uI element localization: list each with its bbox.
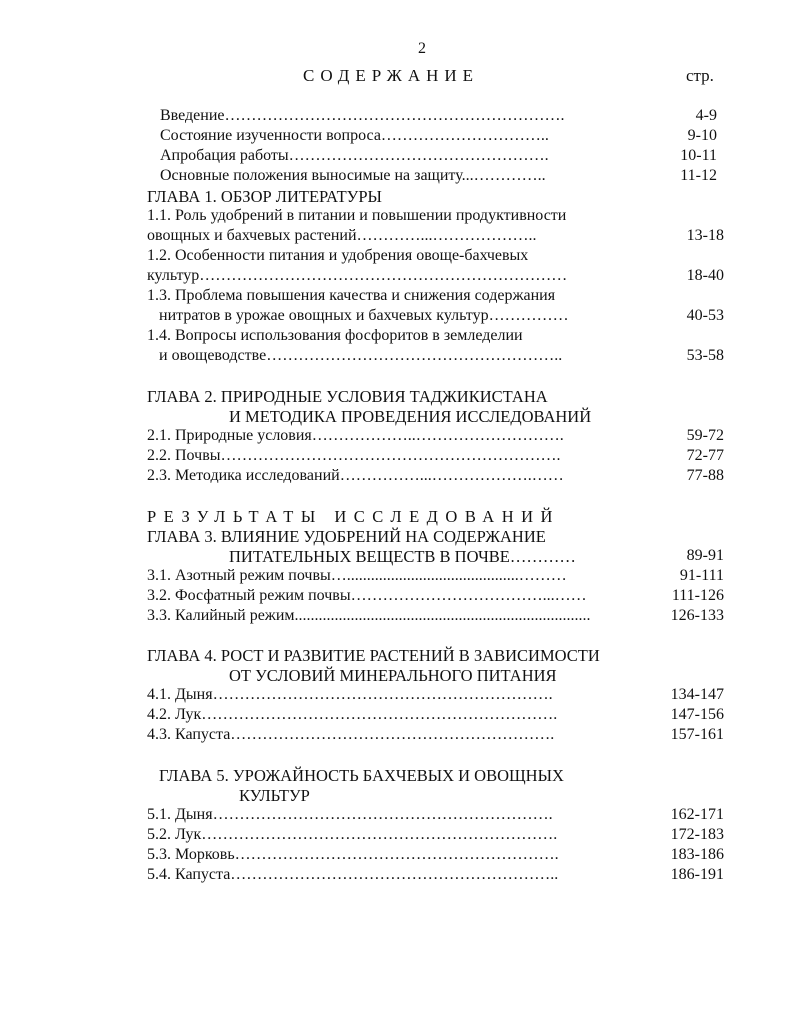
toc-entry: 3.3. Калийный режим.......................................................................... bbox=[147, 607, 591, 624]
toc-entry: 5.3. Морковь……………………………………………………. bbox=[147, 846, 559, 863]
toc-page: 9-10 bbox=[687, 127, 717, 144]
toc-page: 40-53 bbox=[686, 307, 724, 324]
toc-entry: 3.2. Фосфатный режим почвы………………………………...…… bbox=[147, 587, 587, 604]
toc-page: 4-9 bbox=[695, 107, 717, 124]
toc-entry: 1.2. Особенности питания и удобрения овоще-бахчевых bbox=[147, 247, 529, 264]
toc-entry: и овощеводстве……………………………………………….. bbox=[159, 347, 563, 364]
toc-page: 172-183 bbox=[670, 826, 724, 843]
toc-entry: 1.1. Роль удобрений в питании и повышении продуктивности bbox=[147, 207, 567, 224]
chapter-5-title: КУЛЬТУР bbox=[239, 786, 310, 805]
toc-page: 13-18 bbox=[686, 227, 724, 244]
toc-page: 162-171 bbox=[670, 806, 724, 823]
toc-page: 10-11 bbox=[680, 147, 717, 164]
page-column-header: стр. bbox=[686, 66, 714, 85]
toc-entry: Введение………………………………………………………. bbox=[160, 107, 565, 124]
toc-entry: Основные положения выносимые на защиту...………….. bbox=[160, 167, 546, 184]
chapter-2-title: ГЛАВА 2. ПРИРОДНЫЕ УСЛОВИЯ ТАДЖИКИСТАНА bbox=[147, 387, 548, 406]
toc-entry: 1.4. Вопросы использования фосфоритов в земледелии bbox=[147, 327, 523, 344]
toc-page: 157-161 bbox=[670, 726, 724, 743]
toc-page: 18-40 bbox=[686, 267, 724, 284]
toc-page: 59-72 bbox=[686, 427, 724, 444]
chapter-5-title: ГЛАВА 5. УРОЖАЙНОСТЬ БАХЧЕВЫХ И ОВОЩНЫХ bbox=[159, 766, 564, 785]
toc-page: 183-186 bbox=[670, 846, 724, 863]
toc-page: 126-133 bbox=[670, 607, 724, 624]
chapter-4-title: ОТ УСЛОВИЙ МИНЕРАЛЬНОГО ПИТАНИЯ bbox=[229, 666, 557, 685]
chapter-1-title: ГЛАВА 1. ОБЗОР ЛИТЕРАТУРЫ bbox=[147, 187, 382, 206]
toc-entry: 4.3. Капуста……………………………………………………. bbox=[147, 726, 555, 743]
toc-page: 91-111 bbox=[679, 567, 724, 584]
toc-page: 186-191 bbox=[670, 866, 724, 883]
toc-entry: 3.1. Азотный режим почвы…...........................................……… bbox=[147, 567, 567, 584]
toc-entry: Апробация работы…………………………………………. bbox=[160, 147, 549, 164]
toc-entry: нитратов в урожае овощных и бахчевых культур…………… bbox=[159, 307, 569, 324]
toc-page: 11-12 bbox=[680, 167, 717, 184]
chapter-2-title: И МЕТОДИКА ПРОВЕДЕНИЯ ИССЛЕДОВАНИЙ bbox=[229, 407, 592, 426]
toc-page: 111-126 bbox=[671, 587, 724, 604]
toc-entry: 2.1. Природные условия………………..………………………. bbox=[147, 427, 564, 444]
toc-entry: Состояние изученности вопроса………………………….. bbox=[160, 127, 549, 144]
toc-page: 89-91 bbox=[686, 547, 724, 564]
toc-page: 77-88 bbox=[686, 467, 724, 484]
toc-page: 72-77 bbox=[686, 447, 724, 464]
toc-entry: 4.1. Дыня………………………………………………………. bbox=[147, 686, 553, 703]
toc-entry: 5.2. Лук…………………………………………………………. bbox=[147, 826, 558, 843]
page-title: СОДЕРЖАНИЕ bbox=[303, 66, 480, 85]
chapter-3-title: ГЛАВА 3. ВЛИЯНИЕ УДОБРЕНИЙ НА СОДЕРЖАНИЕ bbox=[147, 527, 546, 546]
toc-entry: 2.2. Почвы………………………………………………………. bbox=[147, 447, 561, 464]
page-number: 2 bbox=[418, 40, 426, 57]
toc-entry: 2.3. Методика исследований……………...……………….…… bbox=[147, 467, 564, 484]
toc-entry: культур…………………………………………………………… bbox=[147, 267, 568, 284]
chapter-4-title: ГЛАВА 4. РОСТ И РАЗВИТИЕ РАСТЕНИЙ В ЗАВИСИМОСТИ bbox=[147, 646, 600, 665]
toc-page: 147-156 bbox=[670, 706, 724, 723]
toc-entry: 5.4. Капуста…………………………………………………….. bbox=[147, 866, 559, 883]
toc-entry: 1.3. Проблема повышения качества и снижения содержания bbox=[147, 287, 556, 304]
toc-page: 53-58 bbox=[686, 347, 724, 364]
toc-entry: 4.2. Лук…………………………………………………………. bbox=[147, 706, 558, 723]
toc-page: 134-147 bbox=[670, 686, 724, 703]
toc-entry: 5.1. Дыня………………………………………………………. bbox=[147, 806, 553, 823]
toc-entry: овощных и бахчевых растений…………...……………….. bbox=[147, 227, 537, 244]
results-heading: РЕЗУЛЬТАТЫ ИССЛЕДОВАНИЙ bbox=[147, 507, 560, 526]
chapter-3-title: ПИТАТЕЛЬНЫХ ВЕЩЕСТВ В ПОЧВЕ………… bbox=[229, 547, 576, 566]
